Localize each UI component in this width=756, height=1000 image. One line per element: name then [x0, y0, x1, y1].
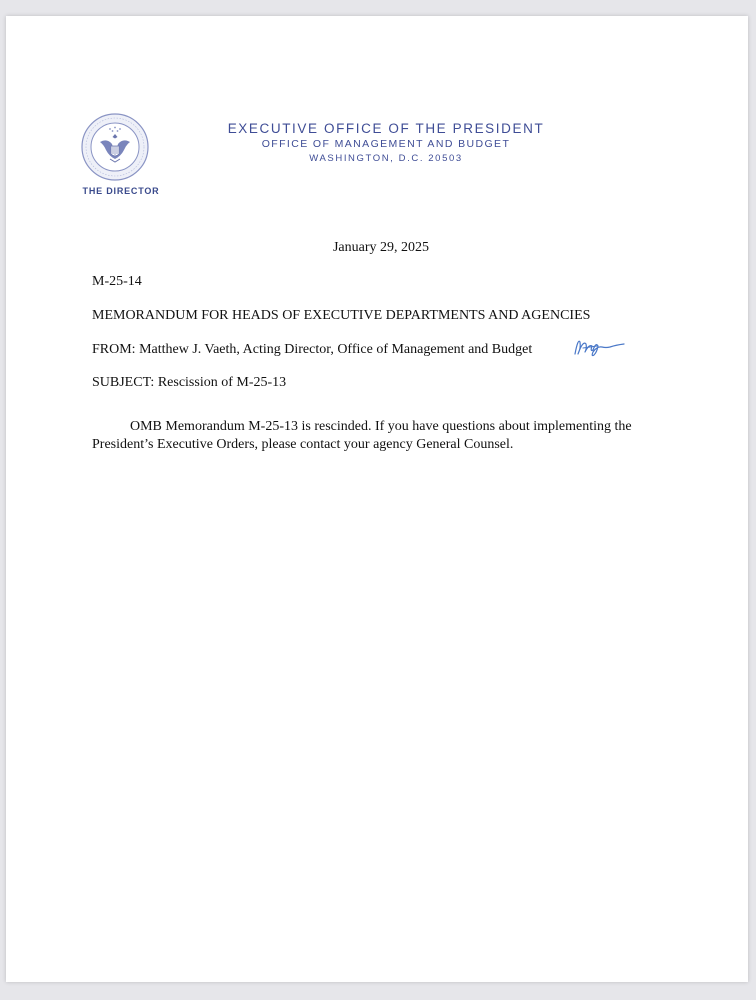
handwritten-signature-icon [569, 334, 633, 360]
letterhead [186, 120, 586, 166]
document-page [6, 16, 748, 982]
memo-date: January 29, 2025 [332, 240, 430, 255]
memo-subject: SUBJECT: Rescission of M-25-13 [92, 375, 287, 390]
letterhead-agency: OFFICE OF MANAGEMENT AND BUDGET [261, 138, 511, 150]
memo-from: FROM: Matthew J. Vaeth, Acting Director, Office of Management and Budget [92, 342, 533, 357]
memo-addressee: MEMORANDUM FOR HEADS OF EXECUTIVE DEPARTMENTS AND AGENCIES [92, 308, 591, 323]
memo-number: M-25-14 [92, 274, 142, 289]
director-title: THE DIRECTOR [82, 186, 160, 196]
presidential-seal-icon [80, 112, 150, 182]
memo-body: OMB Memorandum M-25-13 is rescinded. If you have questions about implementing the President’s Executive Orders, please contact your agency General Counsel. [92, 419, 632, 452]
letterhead-address: WASHINGTON, D.C. 20503 [309, 153, 463, 164]
letterhead-office: EXECUTIVE OFFICE OF THE PRESIDENT [227, 121, 545, 136]
